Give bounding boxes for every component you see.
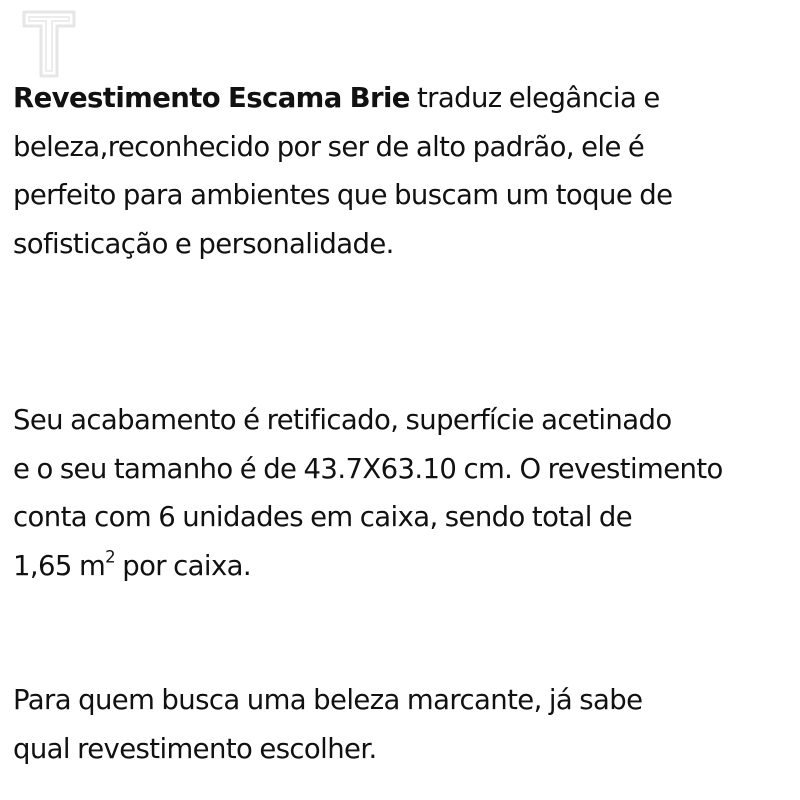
closing-line-2: qual revestimento escolher. [13,732,377,765]
specs-line-1: Seu acabamento é retificado, superfície acetinado [13,404,672,436]
intro-paragraph [13,74,783,268]
specs-line-2: e o seu tamanho é de 43.7X63.10 cm. O revestimento [13,452,723,485]
intro-line-2: beleza,reconhecido por ser de alto padrão, ele é [13,130,645,163]
specs-line-4-text: por caixa. [115,549,252,582]
coverage-value: 1,65 m [13,549,106,582]
specs-paragraph [13,396,783,590]
intro-line-4: sofisticação e personalidade. [13,227,394,260]
t-letter-logo-icon [20,8,78,80]
closing-line-1: Para quem busca uma beleza marcante, já sabe [13,684,643,716]
squared-superscript: 2 [105,547,116,567]
intro-line-3: perfeito para ambientes que buscam um toque de [13,179,673,211]
closing-paragraph [13,676,783,773]
specs-line-3: conta com 6 unidades em caixa, sendo total de [13,501,633,533]
product-name: Revestimento Escama Brie [13,82,410,114]
intro-line-1-text: traduz elegância e [409,82,660,114]
